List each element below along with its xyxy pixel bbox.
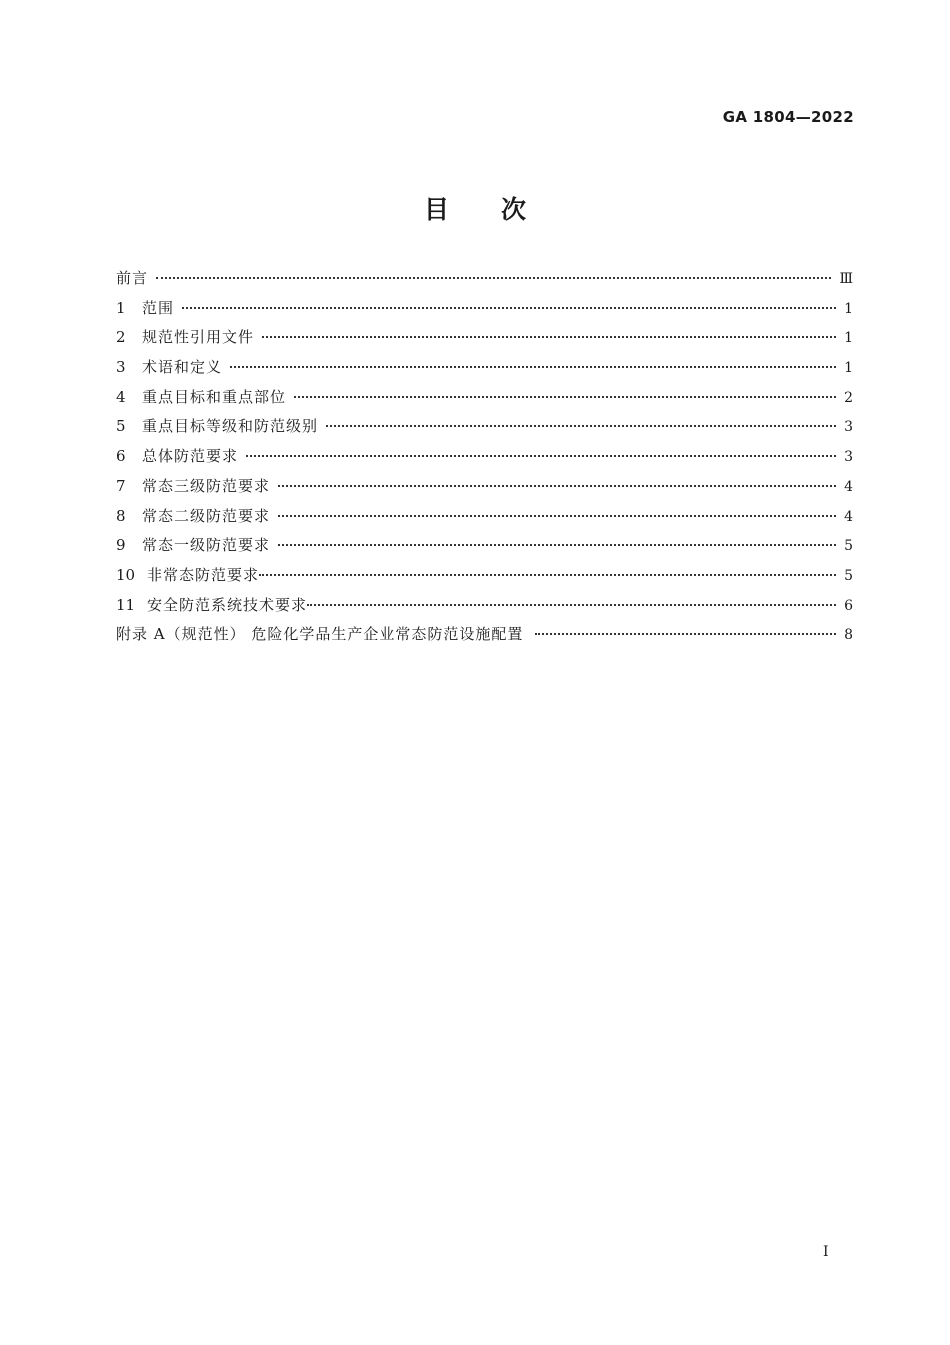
toc-label: 重点目标和重点部位 (142, 387, 287, 406)
toc-number: 11 (116, 595, 136, 614)
toc-page: 1 (844, 300, 853, 317)
toc-entry-10[interactable] (116, 564, 853, 594)
toc-entry-7[interactable] (116, 475, 853, 505)
toc-leader-dots (156, 277, 831, 279)
toc-label: 总体防范要求 (142, 447, 239, 466)
toc-number: 7 (116, 476, 126, 495)
toc-page: 8 (844, 627, 853, 644)
toc-entry-5[interactable] (116, 415, 853, 445)
toc-label: 范围 (142, 298, 175, 317)
toc-number: 1 (116, 298, 126, 317)
toc-number: 8 (116, 506, 126, 525)
page-number: I (823, 1244, 829, 1260)
toc-page: Ⅲ (839, 271, 853, 287)
toc-leader-dots (259, 574, 836, 576)
toc-leader-dots (294, 396, 836, 398)
toc-page: 4 (844, 478, 853, 495)
toc-leader-dots (278, 544, 836, 546)
toc-number: 9 (116, 536, 126, 555)
toc-page: 5 (844, 538, 853, 555)
toc-leader-dots (246, 455, 836, 457)
toc-entry-9[interactable] (116, 534, 853, 564)
toc-page: 3 (844, 419, 853, 436)
toc-page: 3 (844, 449, 853, 466)
toc-leader-dots (262, 336, 836, 338)
toc-entry-foreword[interactable] (116, 267, 853, 297)
toc-label: 术语和定义 (142, 358, 223, 377)
toc-number: 2 (116, 328, 126, 347)
toc-page: 6 (844, 597, 853, 614)
toc-label: 常态二级防范要求 (142, 506, 271, 525)
toc-entry-1[interactable] (116, 297, 853, 327)
page-title: 目次 (423, 195, 578, 224)
toc-entry-2[interactable] (116, 326, 853, 356)
toc-number: 3 (116, 358, 126, 377)
toc-entry-4[interactable] (116, 386, 853, 416)
toc-leader-dots (278, 515, 836, 517)
toc-label: 常态三级防范要求 (142, 476, 271, 495)
toc-leader-dots (307, 604, 836, 606)
toc-page: 1 (844, 360, 853, 377)
toc-label: 规范性引用文件 (142, 328, 255, 347)
toc-leader-dots (326, 425, 836, 427)
toc-label: 安全防范系统技术要求 (147, 595, 308, 614)
toc-entry-6[interactable] (116, 445, 853, 475)
toc-entry-11[interactable] (116, 594, 853, 624)
toc-entry-3[interactable] (116, 356, 853, 386)
toc-label: 前言 (116, 269, 149, 287)
toc-label: 非常态防范要求 (147, 565, 260, 584)
toc-leader-dots (535, 633, 836, 635)
toc-number: 5 (116, 417, 126, 436)
toc-entry-annex-a[interactable] (116, 623, 853, 653)
toc-number: 10 (116, 565, 136, 584)
toc-page: 2 (844, 389, 853, 406)
toc-number: 6 (116, 447, 126, 466)
toc-label: 常态一级防范要求 (142, 536, 271, 555)
toc-number: 4 (116, 387, 126, 406)
toc-label: 附录 A（规范性） 危险化学品生产企业常态防范设施配置 (116, 625, 524, 644)
toc-page: 1 (844, 330, 853, 347)
table-of-contents (116, 267, 853, 653)
toc-page: 4 (844, 508, 853, 525)
toc-page: 5 (844, 567, 853, 584)
document-code: GA 1804—2022 (722, 108, 854, 126)
toc-leader-dots (230, 366, 836, 368)
toc-leader-dots (182, 307, 836, 309)
toc-label: 重点目标等级和防范级别 (142, 417, 319, 436)
toc-leader-dots (278, 485, 836, 487)
toc-entry-8[interactable] (116, 505, 853, 535)
